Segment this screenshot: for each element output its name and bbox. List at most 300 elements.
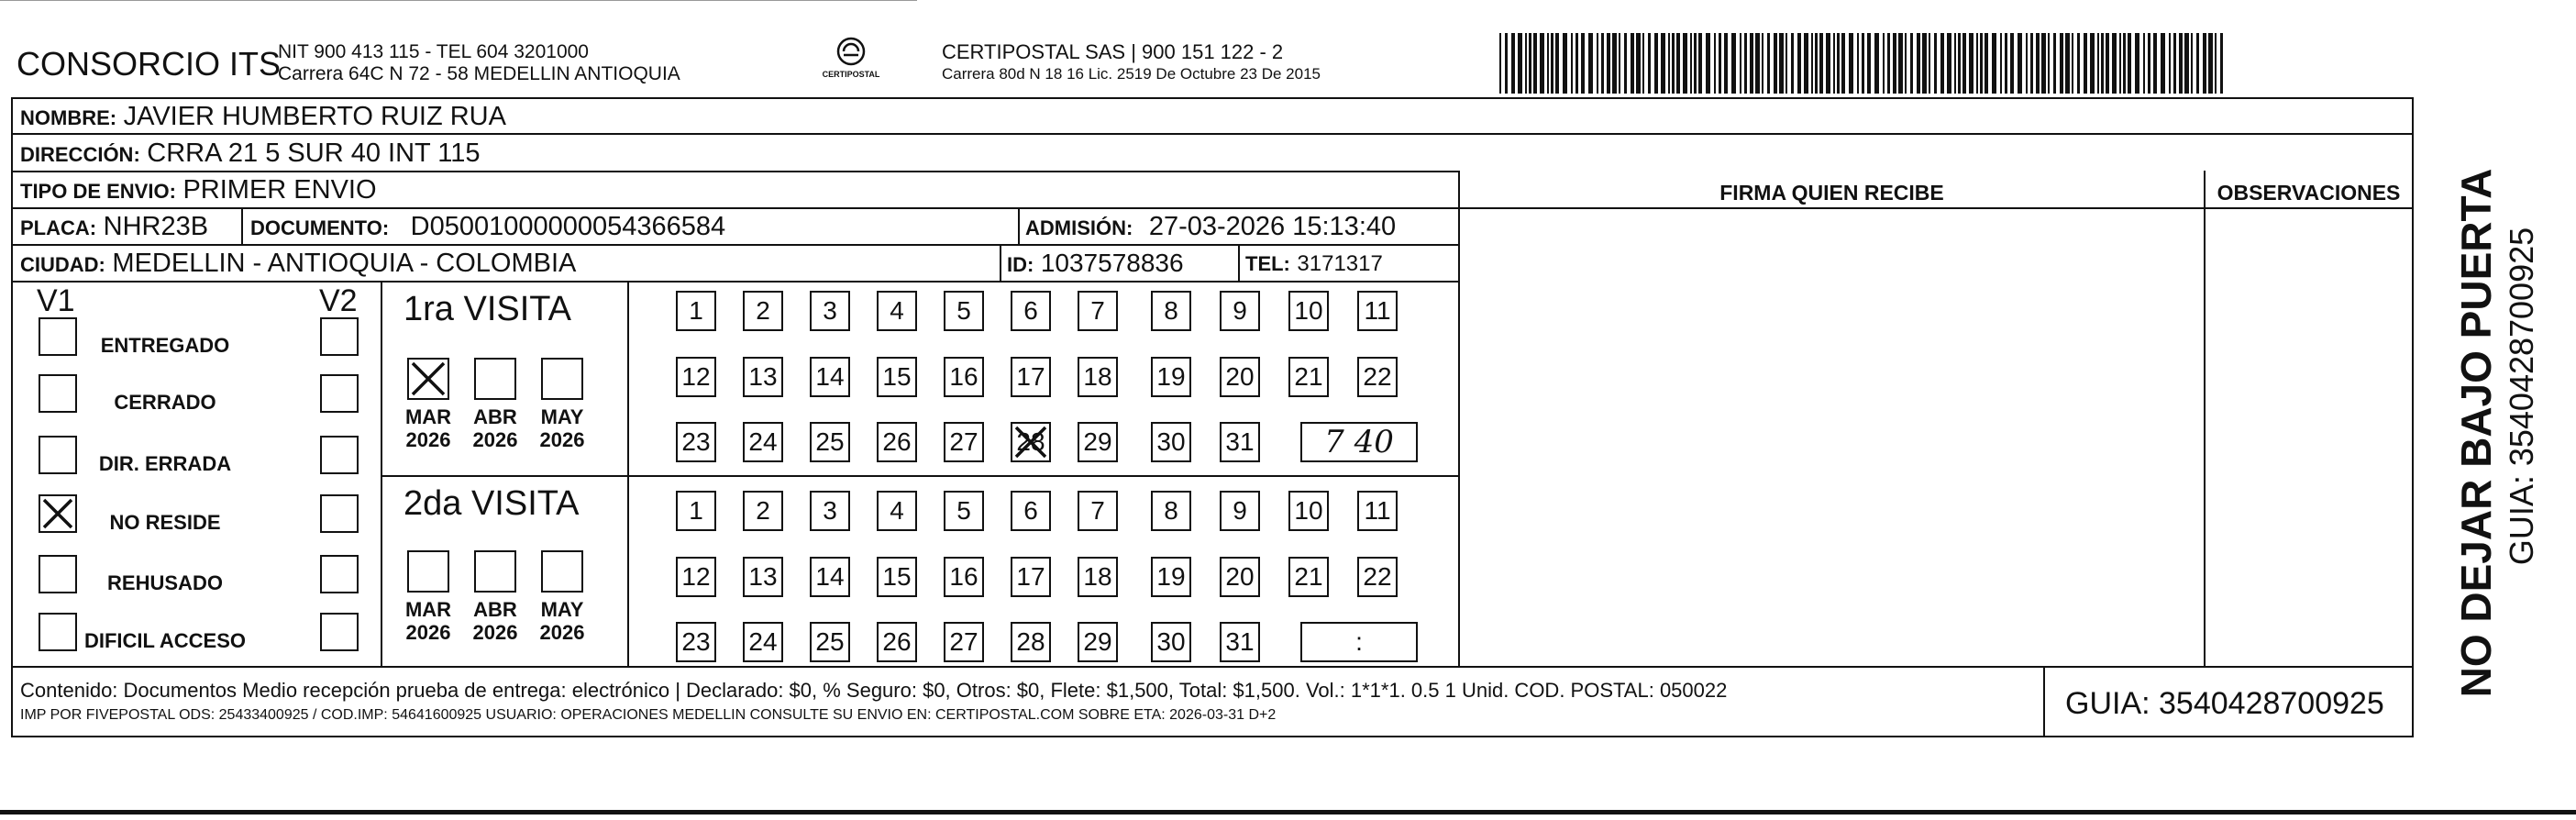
day-box[interactable] [944, 557, 984, 597]
day-box[interactable] [1288, 291, 1329, 331]
barcode-bar [2060, 33, 2063, 94]
day-box[interactable] [810, 357, 850, 397]
day-box[interactable] [1078, 557, 1118, 597]
day-box[interactable] [1220, 622, 1260, 662]
barcode-bar [1976, 33, 1978, 94]
time-box[interactable] [1300, 622, 1418, 662]
day-box[interactable] [877, 357, 917, 397]
day-number: 12 [681, 362, 711, 391]
barcode-bar [1917, 33, 1920, 94]
documento-label: DOCUMENTO: [250, 216, 390, 239]
day-box[interactable] [743, 422, 783, 462]
bottom-rule [0, 810, 2576, 814]
tipo-field [20, 177, 377, 204]
barcode-bar [1619, 33, 1620, 94]
certipostal-line: CERTIPOSTAL SAS | 900 151 122 - 2 [942, 40, 1284, 63]
day-number: 28 [1016, 627, 1045, 656]
barcode-bar [2119, 33, 2121, 94]
day-number: 22 [1363, 562, 1392, 591]
day-box[interactable] [1220, 291, 1260, 331]
v2-checkbox[interactable] [320, 555, 359, 593]
barcode-bar [2153, 33, 2157, 94]
month-label [535, 598, 590, 645]
day-number: 3 [823, 496, 837, 525]
barcode-bar [1826, 33, 1830, 94]
month-name: MAY [540, 405, 584, 428]
day-box[interactable] [1220, 491, 1260, 531]
direccion-field [20, 140, 481, 167]
day-box[interactable] [1078, 622, 1118, 662]
day-box[interactable] [877, 422, 917, 462]
company-address: Carrera 64C N 72 - 58 MEDELLIN ANTIOQUIA [278, 63, 680, 84]
barcode-bar [2203, 33, 2206, 94]
day-number: 4 [890, 296, 904, 325]
barcode-bar [2196, 33, 2199, 94]
barcode-bar [1690, 33, 1692, 94]
day-box[interactable] [1011, 291, 1051, 331]
day-number: 20 [1225, 562, 1255, 591]
barcode-bar [1661, 33, 1665, 94]
barcode-bar [1922, 33, 1927, 94]
barcode-bar [2220, 33, 2223, 94]
day-number: 6 [1023, 296, 1038, 325]
admision-label: ADMISIÓN: [1025, 216, 1133, 239]
barcode-bar [1672, 33, 1675, 94]
day-number: 25 [815, 627, 845, 656]
day-number: 16 [949, 562, 978, 591]
barcode-bar [2097, 33, 2099, 94]
observaciones-header: OBSERVACIONES [2217, 181, 2401, 205]
footer-guia: GUIA: 3540428700925 [2065, 686, 2384, 721]
day-number: 26 [882, 427, 912, 456]
nombre-field [20, 104, 506, 130]
barcode-bar [2041, 33, 2046, 94]
barcode-bar [1815, 33, 1818, 94]
row-line-footer [11, 666, 2414, 668]
day-box[interactable] [676, 622, 716, 662]
v2-checkbox[interactable] [320, 494, 359, 533]
day-number: 18 [1083, 562, 1112, 591]
firma-divider [1458, 171, 1460, 666]
day-number: 27 [949, 427, 978, 456]
month-label [401, 405, 456, 452]
admision-value: 27-03-2026 15:13:40 [1148, 212, 1397, 241]
placa-field [20, 214, 208, 240]
barcode-bar [1962, 33, 1966, 94]
month-year: 2026 [472, 621, 518, 645]
barcode-bar [1985, 33, 1988, 94]
barcode-bar [1631, 33, 1634, 94]
placa-divider [241, 207, 243, 244]
day-number: 24 [748, 627, 778, 656]
day-number: 21 [1294, 362, 1323, 391]
barcode-bar [1563, 33, 1567, 94]
handwritten-time: 7 40 [1324, 424, 1394, 460]
barcode-bar [1992, 33, 1996, 94]
barcode-bar [2148, 33, 2150, 94]
barcode-bar [1750, 33, 1753, 94]
day-box[interactable] [1151, 422, 1191, 462]
placa-value: NHR23B [103, 212, 209, 241]
barcode-bar [1525, 33, 1527, 94]
barcode-bar [1533, 33, 1537, 94]
barcode-bar [1581, 33, 1585, 94]
day-number: 23 [681, 427, 711, 456]
barcode-bar [1499, 33, 1501, 94]
barcode-bar [1774, 33, 1777, 94]
day-box[interactable] [1151, 491, 1191, 531]
status-label: DIR. ERRADA [98, 452, 232, 475]
visit1-title: 1ra VISITA [404, 290, 572, 328]
day-box[interactable] [1357, 357, 1398, 397]
barcode-bar [1969, 33, 1973, 94]
day-box[interactable] [743, 622, 783, 662]
day-number: 14 [815, 362, 845, 391]
status-label: DIFICIL ACCESO [83, 629, 246, 652]
month-year: 2026 [405, 621, 451, 645]
barcode-bar [2208, 33, 2213, 94]
barcode-bar [2169, 33, 2171, 94]
v2-label: V2 [319, 283, 358, 318]
barcode-bar [1898, 33, 1903, 94]
day-number: 9 [1233, 496, 1247, 525]
direccion-label: DIRECCIÓN: [20, 143, 140, 166]
status-label: ENTREGADO [100, 334, 230, 357]
day-box[interactable] [1011, 622, 1051, 662]
barcode-bar [1797, 33, 1801, 94]
day-number: 3 [823, 296, 837, 325]
day-box[interactable] [1151, 622, 1191, 662]
v2-checkbox[interactable] [320, 613, 359, 651]
day-box[interactable] [1151, 357, 1191, 397]
day-box[interactable] [1220, 557, 1260, 597]
day-number: 8 [1164, 296, 1178, 325]
day-number: 29 [1083, 627, 1112, 656]
day-number: 30 [1156, 627, 1186, 656]
barcode-bar [2053, 33, 2056, 94]
barcode-bar [2072, 33, 2073, 94]
barcode-bar [1767, 33, 1770, 94]
admision-field [1025, 214, 1396, 240]
day-number: 17 [1016, 362, 1045, 391]
barcode-bar [2084, 33, 2087, 94]
barcode-bar [1837, 33, 1840, 94]
day-number: 15 [882, 562, 912, 591]
barcode-bar [1551, 33, 1553, 94]
v1-checkbox[interactable] [39, 436, 77, 474]
day-box[interactable] [676, 357, 716, 397]
row-line-3 [11, 207, 2414, 209]
day-number: 22 [1363, 362, 1392, 391]
day-box[interactable] [1288, 357, 1329, 397]
barcode-bar [1910, 33, 1913, 94]
day-box[interactable] [944, 422, 984, 462]
day-number: 5 [956, 296, 971, 325]
barcode-bar [1980, 33, 1983, 94]
day-number: 11 [1364, 296, 1391, 325]
row-line-1 [11, 133, 2414, 135]
side-guia: GUIA: 3540428700925 [2503, 227, 2540, 566]
day-box[interactable] [810, 422, 850, 462]
barcode-bar [1540, 33, 1544, 94]
day-number: 13 [748, 562, 778, 591]
day-box[interactable] [1151, 557, 1191, 597]
id-divider [1000, 244, 1001, 281]
day-number: 16 [949, 362, 978, 391]
barcode-bar [1958, 33, 1961, 94]
barcode-bar [2112, 33, 2117, 94]
v1-checkbox[interactable] [39, 317, 77, 356]
barcode-bar [1668, 33, 1670, 94]
day-box[interactable] [944, 622, 984, 662]
day-number: 4 [890, 496, 904, 525]
id-label: ID: [1007, 253, 1034, 276]
tel-value: 3171317 [1297, 251, 1383, 276]
day-number: 20 [1225, 362, 1255, 391]
day-box[interactable] [944, 291, 984, 331]
barcode-bar [1555, 33, 1559, 94]
day-box[interactable] [676, 291, 716, 331]
day-box[interactable] [877, 557, 917, 597]
barcode-bar [1636, 33, 1641, 94]
obs-divider [2204, 171, 2206, 666]
month-checkbox[interactable] [407, 550, 449, 593]
row-line-4 [11, 244, 1458, 246]
day-box[interactable] [1220, 422, 1260, 462]
v2-checkbox[interactable] [320, 436, 359, 474]
month-name: ABR [473, 405, 517, 428]
barcode-bar [1786, 33, 1787, 94]
day-number: 18 [1083, 362, 1112, 391]
row-line-2 [11, 171, 1458, 172]
barcode-bar [1849, 33, 1853, 94]
day-box[interactable] [676, 557, 716, 597]
barcode-bar [1740, 33, 1741, 94]
time-box[interactable] [1300, 422, 1418, 462]
month-checkbox[interactable] [474, 550, 516, 593]
day-box[interactable] [1011, 491, 1051, 531]
footer-line1: Contenido: Documentos Medio recepción prueba de entrega: electrónico | Declarado: $0, % Seguro: $0, Otros: $0, Flete: $1,500, Total: $1,500. Vol.: 1*1*1. 0.5 1 Unid. COD. POSTAL: 050022 [20, 679, 1728, 702]
day-number: 2 [756, 296, 770, 325]
barcode-bar [1694, 33, 1697, 94]
barcode-bar [1934, 33, 1937, 94]
day-box[interactable] [743, 557, 783, 597]
day-box[interactable] [810, 291, 850, 331]
month-name: MAY [540, 598, 584, 621]
v1-checkbox[interactable] [39, 613, 77, 651]
top-rule [0, 0, 917, 1]
barcode-bar [1518, 33, 1522, 94]
month-name: ABR [473, 598, 517, 621]
day-number: 29 [1083, 427, 1112, 456]
day-number: 7 [1090, 496, 1105, 525]
barcode-bar [1905, 33, 1907, 94]
day-box[interactable] [877, 622, 917, 662]
day-box[interactable] [944, 357, 984, 397]
barcode-bar [1607, 33, 1610, 94]
day-box[interactable] [877, 491, 917, 531]
barcode-bar [2010, 33, 2014, 94]
month-checkbox[interactable] [407, 358, 449, 400]
day-number: 15 [882, 362, 912, 391]
day-box[interactable] [1288, 557, 1329, 597]
day-number: 11 [1364, 496, 1391, 525]
barcode-bar [1597, 33, 1598, 94]
month-checkbox[interactable] [474, 358, 516, 400]
month-label [535, 405, 590, 452]
barcode-bar [2036, 33, 2040, 94]
direccion-value: CRRA 21 5 SUR 40 INT 115 [147, 139, 481, 168]
barcode-bar [1744, 33, 1747, 94]
day-number: 31 [1225, 427, 1255, 456]
barcode-bar [2090, 33, 2095, 94]
barcode-bar [1571, 33, 1573, 94]
day-box[interactable] [743, 491, 783, 531]
barcode-bar [1929, 33, 1930, 94]
day-box[interactable] [1151, 291, 1191, 331]
day-box[interactable] [1357, 291, 1398, 331]
month-year: 2026 [472, 428, 518, 452]
tel-field [1245, 250, 1383, 275]
month-label [401, 598, 456, 645]
day-box[interactable] [1357, 557, 1398, 597]
v1-checkbox[interactable] [39, 555, 77, 593]
day-number: 1 [689, 296, 703, 325]
barcode-bar [1624, 33, 1627, 94]
barcode-bar [1819, 33, 1823, 94]
barcode-bar [2030, 33, 2033, 94]
month-label [468, 405, 523, 452]
footer-divider [2043, 666, 2045, 737]
barcode-bar [2106, 33, 2109, 94]
day-box[interactable] [1078, 491, 1118, 531]
day-box[interactable] [1011, 357, 1051, 397]
day-box[interactable] [1011, 557, 1051, 597]
barcode-bar [2184, 33, 2189, 94]
day-box[interactable] [676, 491, 716, 531]
month-checkbox[interactable] [541, 550, 583, 593]
barcode-bar [1731, 33, 1736, 94]
day-number: 8 [1164, 496, 1178, 525]
day-number: 25 [815, 427, 845, 456]
barcode-bar [1883, 33, 1885, 94]
barcode-bar [1940, 33, 1944, 94]
day-box[interactable] [676, 422, 716, 462]
month-name: MAR [404, 598, 452, 621]
barcode-bar [1791, 33, 1794, 94]
barcode-bar [2026, 33, 2028, 94]
barcode-bar [1698, 33, 1702, 94]
day-number: 10 [1294, 496, 1323, 525]
barcode-bar [2191, 33, 2193, 94]
barcode-bar [1612, 33, 1617, 94]
day-number: 21 [1294, 562, 1323, 591]
day-number: 6 [1023, 496, 1038, 525]
day-number: 26 [882, 627, 912, 656]
barcode-bar [1505, 33, 1508, 94]
barcode-bar [1833, 33, 1835, 94]
day-box[interactable] [743, 357, 783, 397]
barcode-bar [2000, 33, 2002, 94]
certipostal-logo [807, 35, 895, 90]
barcode-bar [1841, 33, 1845, 94]
v1-checkbox[interactable] [39, 494, 77, 533]
side-warning: NO DEJAR BAJO PUERTA [2452, 168, 2500, 698]
day-number: 14 [815, 562, 845, 591]
day-number: 13 [748, 362, 778, 391]
months-divider [627, 281, 629, 666]
barcode-bar [1762, 33, 1763, 94]
day-box[interactable] [877, 291, 917, 331]
logo-text: CERTIPOSTAL [822, 70, 880, 79]
day-box[interactable] [1288, 491, 1329, 531]
day-box[interactable] [810, 557, 850, 597]
barcode-bar [1755, 33, 1760, 94]
day-box[interactable] [1078, 291, 1118, 331]
day-box[interactable] [1011, 422, 1051, 462]
ciudad-value: MEDELLIN - ANTIOQUIA - COLOMBIA [112, 249, 577, 278]
barcode-bar [2018, 33, 2022, 94]
documento-field [250, 214, 725, 240]
day-box[interactable] [810, 622, 850, 662]
ciudad-label: CIUDAD: [20, 253, 105, 276]
barcode-bar [2161, 33, 2165, 94]
barcode-bar [2123, 33, 2126, 94]
v2-checkbox[interactable] [320, 317, 359, 356]
nombre-label: NOMBRE: [20, 106, 117, 129]
v1-checkbox[interactable] [39, 374, 77, 413]
barcode-bar [1648, 33, 1651, 94]
month-year: 2026 [539, 621, 585, 645]
v2-checkbox[interactable] [320, 374, 359, 413]
barcode-bar [2048, 33, 2050, 94]
firma-header: FIRMA QUIEN RECIBE [1719, 181, 1944, 205]
barcode-bar [1719, 33, 1721, 94]
day-box[interactable] [944, 491, 984, 531]
day-box[interactable] [743, 291, 783, 331]
day-box[interactable] [1078, 422, 1118, 462]
barcode-bar [1676, 33, 1680, 94]
day-box[interactable] [810, 491, 850, 531]
barcode-bar [1887, 33, 1890, 94]
month-checkbox[interactable] [541, 358, 583, 400]
barcode-bar [2065, 33, 2070, 94]
row-line-5 [11, 281, 1458, 283]
barcode-bar [1683, 33, 1687, 94]
status-label: REHUSADO [107, 571, 223, 594]
barcode-bar [2143, 33, 2145, 94]
barcode-bar [1714, 33, 1716, 94]
day-box[interactable] [1220, 357, 1260, 397]
barcode-bar [2173, 33, 2176, 94]
id-value: 1037578836 [1040, 249, 1184, 277]
barcode-bar [2135, 33, 2139, 94]
day-number: 24 [748, 427, 778, 456]
placa-label: PLACA: [20, 216, 97, 239]
nombre-value: JAVIER HUMBERTO RUIZ RUA [123, 102, 506, 131]
month-year: 2026 [405, 428, 451, 452]
time-separator: : [1355, 627, 1363, 656]
status-label: CERRADO [114, 391, 216, 414]
day-number: 27 [949, 627, 978, 656]
status-divider [381, 281, 382, 666]
day-number: 2 [756, 496, 770, 525]
tipo-label: TIPO DE ENVIO: [20, 180, 176, 203]
day-box[interactable] [1357, 491, 1398, 531]
barcode [1498, 33, 2229, 94]
month-year: 2026 [539, 428, 585, 452]
day-box[interactable] [1078, 357, 1118, 397]
